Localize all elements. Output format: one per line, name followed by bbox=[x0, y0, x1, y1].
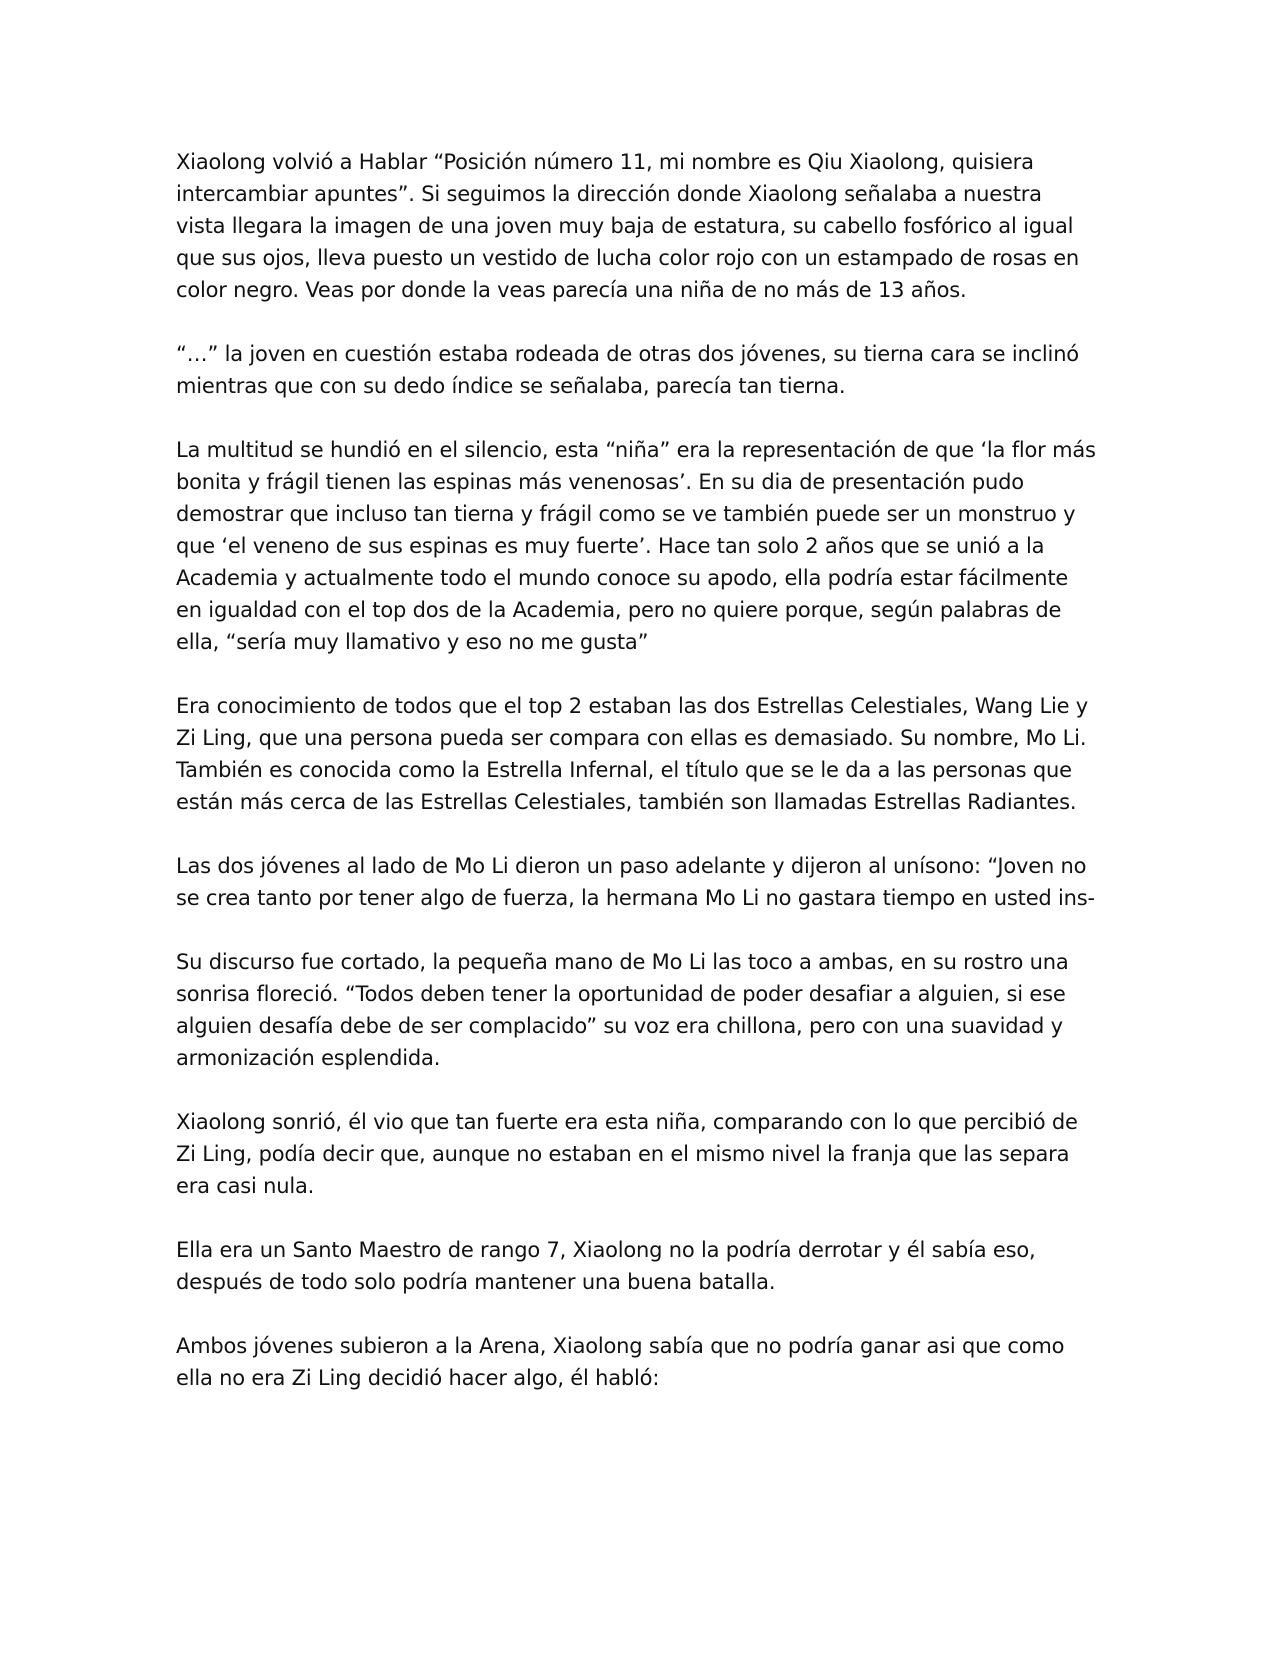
paragraph: Su discurso fue cortado, la pequeña mano de Mo Li las toco a ambas, en su rostro una sonrisa floreció. “Todos deben tener la oportunidad de poder desafiar a alguien, si ese alguien desafía debe de ser complacido” su voz era chillona, pero con una suavidad y armonización esplendida. bbox=[176, 950, 1069, 1070]
paragraph: Ambos jóvenes subieron a la Arena, Xiaolong sabía que no podría ganar asi que como ella no era Zi Ling decidió hacer algo, él habló: bbox=[176, 1334, 1065, 1390]
paragraph: Xiaolong volvió a Hablar “Posición número 11, mi nombre es Qiu Xiaolong, quisiera intercambiar apuntes”. Si seguimos la dirección donde Xiaolong señalaba a nuestra vista llegara la imagen de una joven muy baja de estatura, su cabello fosfórico al igual que sus ojos, lleva puesto un vestido de lucha color rojo con un estampado de rosas en color negro. Veas por donde la veas parecía una niña de no más de 13 años. bbox=[176, 150, 1080, 302]
paragraph: “…” la joven en cuestión estaba rodeada de otras dos jóvenes, su tierna cara se inclinó mientras que con su dedo índice se señalaba, parecía tan tierna. bbox=[176, 342, 1079, 398]
paragraph: Ella era un Santo Maestro de rango 7, Xiaolong no la podría derrotar y él sabía eso, después de todo solo podría mantener una buena batalla. bbox=[176, 1238, 1036, 1294]
document-body bbox=[176, 146, 1096, 1426]
paragraph: Xiaolong sonrió, él vio que tan fuerte era esta niña, comparando con lo que percibió de Zi Ling, podía decir que, aunque no estaban en el mismo nivel la franja que las separa era casi nula. bbox=[176, 1110, 1078, 1198]
paragraph: Las dos jóvenes al lado de Mo Li dieron un paso adelante y dijeron al unísono: “Joven no se crea tanto por tener algo de fuerza, la hermana Mo Li no gastara tiempo en usted ins- bbox=[176, 854, 1095, 910]
paragraph: Era conocimiento de todos que el top 2 estaban las dos Estrellas Celestiales, Wang Lie y Zi Ling, que una persona pueda ser compara con ellas es demasiado. Su nombre, Mo Li. También es conocida como la Estrella Infernal, el título que se le da a las personas que están más cerca de las Estrellas Celestiales, también son llamadas Estrellas Radiantes. bbox=[176, 694, 1089, 814]
paragraph: La multitud se hundió en el silencio, esta “niña” era la representación de que ‘la flor más bonita y frágil tienen las espinas más venenosas’. En su dia de presentación pudo demostrar que incluso tan tierna y frágil como se ve también puede ser un monstruo y que ‘el veneno de sus espinas es muy fuerte’. Hace tan solo 2 años que se unió a la Academia y actualmente todo el mundo conoce su apodo, ella podría estar fácilmente en igualdad con el top dos de la Academia, pero no quiere porque, según palabras de ella, “sería muy llamativo y eso no me gusta” bbox=[176, 438, 1096, 654]
